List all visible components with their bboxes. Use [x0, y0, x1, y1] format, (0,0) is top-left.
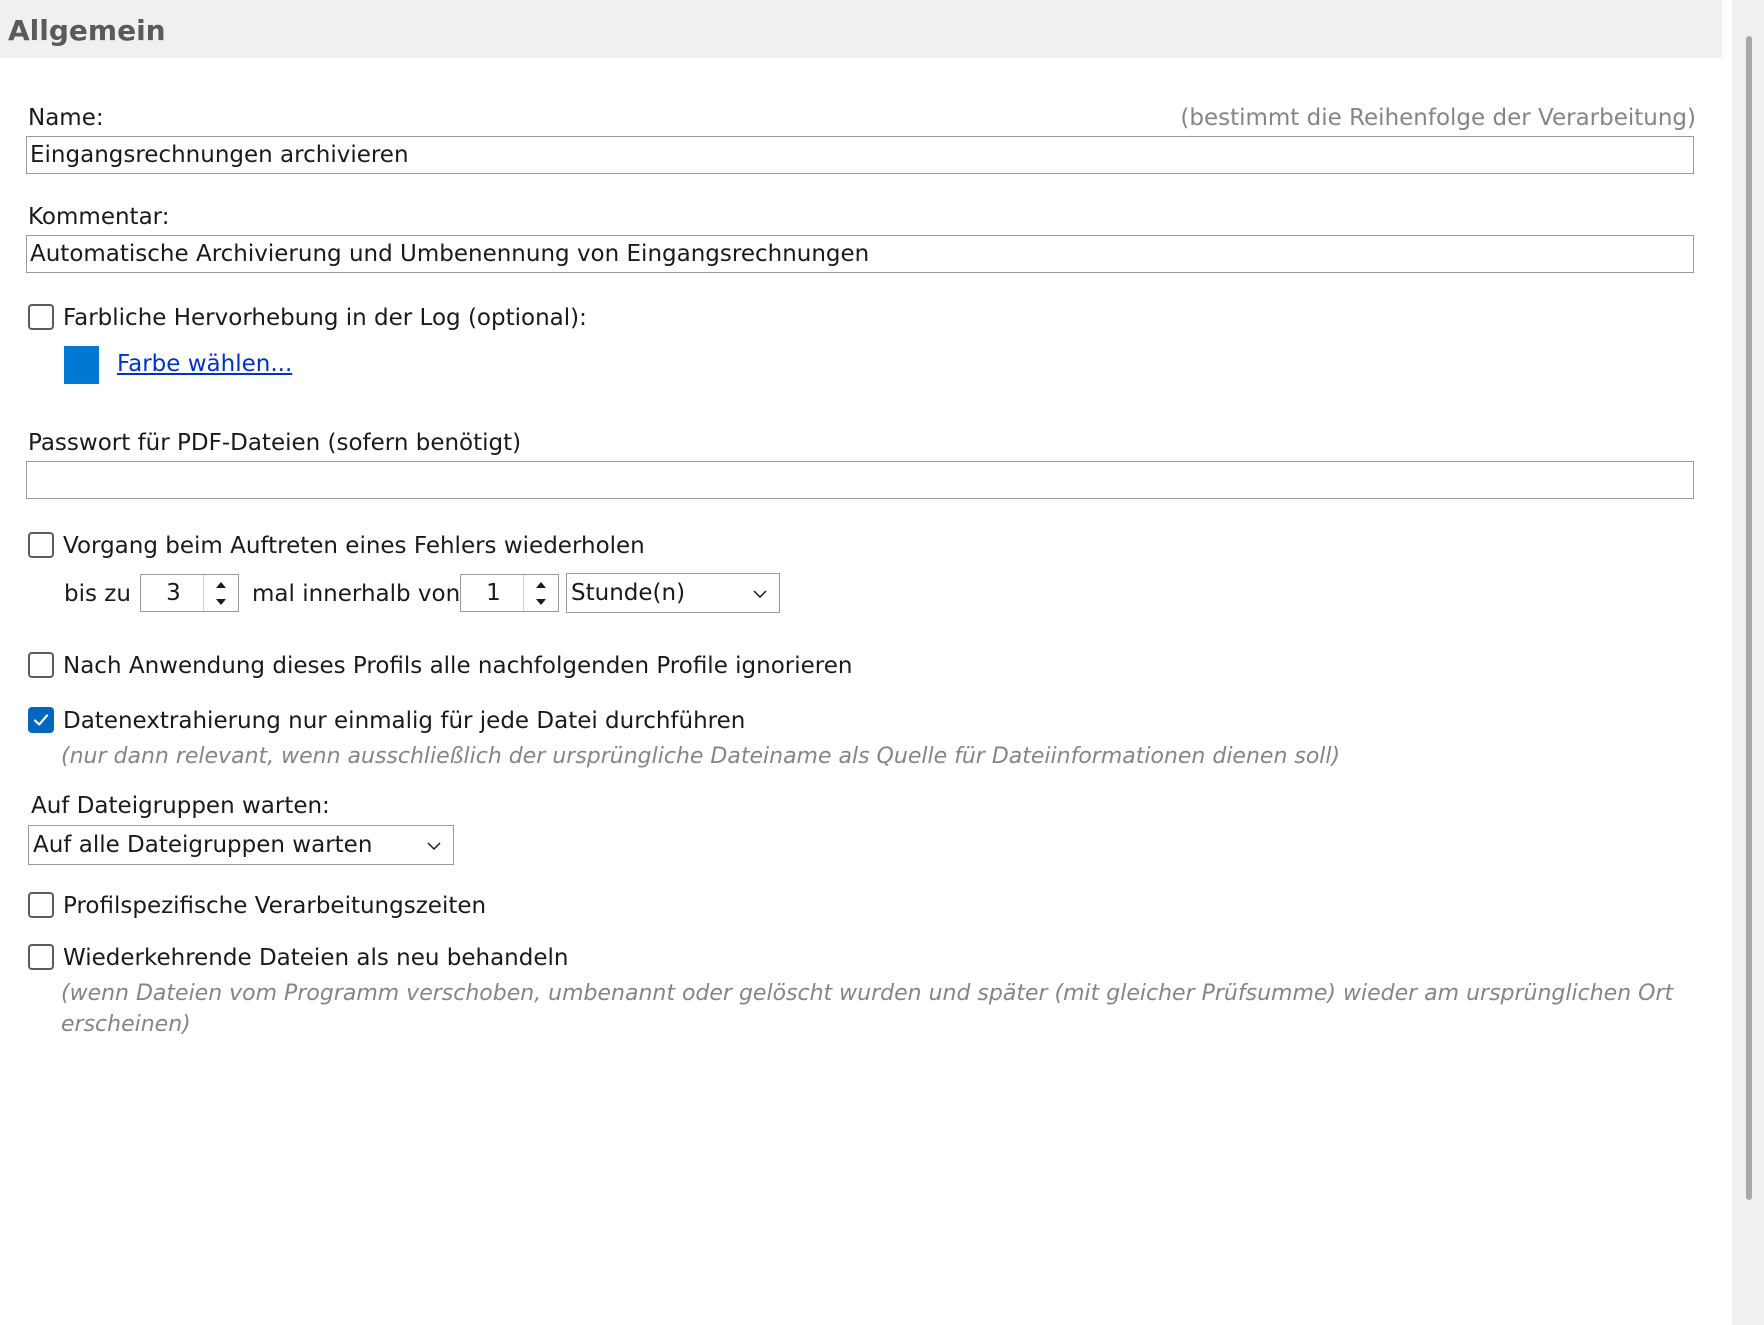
arrow-up-icon[interactable]	[204, 576, 238, 594]
retry-count-stepper[interactable]	[140, 574, 239, 612]
retry-interval-value[interactable]: 1	[486, 580, 501, 606]
ignore-profiles-checkbox[interactable]	[28, 652, 54, 678]
retry-count-buttons	[203, 575, 238, 611]
retry-unit-dropdown[interactable]	[566, 573, 780, 613]
comment-label: Kommentar:	[28, 204, 170, 230]
highlight-label: Farbliche Hervorhebung in der Log (optional):	[63, 305, 587, 331]
name-label: Name:	[28, 105, 104, 131]
comment-input[interactable]: Automatische Archivierung und Umbenennung von Eingangsrechnungen	[26, 235, 1694, 273]
extract-once-checkbox[interactable]	[28, 707, 54, 733]
retry-interval-buttons	[523, 575, 558, 611]
retry-prefix-label: bis zu	[64, 581, 131, 607]
profile-times-checkbox[interactable]	[28, 892, 54, 918]
profile-times-label: Profilspezifische Verarbeitungszeiten	[63, 893, 487, 919]
choose-color-link[interactable]: Farbe wählen...	[117, 351, 293, 377]
extract-once-label: Datenextrahierung nur einmalig für jede Datei durchführen	[63, 708, 746, 734]
retry-count-value[interactable]: 3	[166, 580, 181, 606]
file-groups-value: Auf alle Dateigruppen warten	[33, 832, 373, 858]
name-input[interactable]: Eingangsrechnungen archivieren	[26, 136, 1694, 174]
file-groups-label: Auf Dateigruppen warten:	[31, 793, 330, 819]
name-hint: (bestimmt die Reihenfolge der Verarbeitung)	[1180, 105, 1696, 131]
ignore-profiles-label: Nach Anwendung dieses Profils alle nachfolgenden Profile ignorieren	[63, 653, 853, 679]
section-title: Allgemein	[8, 14, 166, 47]
recurring-files-note-line1: (wenn Dateien vom Programm verschoben, umbenannt oder gelöscht wurden und später (mit gleicher Prüfsumme) wieder am ursprünglichen Ort	[61, 981, 1674, 1006]
arrow-up-icon[interactable]	[524, 576, 558, 594]
color-swatch[interactable]	[64, 346, 99, 384]
checkmark-icon	[30, 709, 52, 731]
retry-label: Vorgang beim Auftreten eines Fehlers wiederholen	[63, 533, 645, 559]
recurring-files-checkbox[interactable]	[28, 944, 54, 970]
extract-once-note: (nur dann relevant, wenn ausschließlich der ursprüngliche Dateiname als Quelle für Dateiinformationen dienen soll)	[61, 744, 1341, 769]
file-groups-dropdown[interactable]	[28, 825, 454, 865]
retry-unit-value: Stunde(n)	[571, 580, 686, 606]
recurring-files-label: Wiederkehrende Dateien als neu behandeln	[63, 945, 569, 971]
pdf-password-label: Passwort für PDF-Dateien (sofern benötigt)	[28, 430, 522, 456]
chevron-down-icon	[425, 837, 443, 855]
scrollbar-thumb[interactable]	[1746, 36, 1752, 1200]
retry-middle-label: mal innerhalb von	[252, 581, 461, 607]
retry-checkbox[interactable]	[28, 532, 54, 558]
pdf-password-input[interactable]	[26, 461, 1694, 499]
arrow-down-icon[interactable]	[204, 593, 238, 611]
section-header	[0, 0, 1722, 58]
recurring-files-note-line2: erscheinen)	[61, 1012, 191, 1037]
arrow-down-icon[interactable]	[524, 593, 558, 611]
chevron-down-icon	[751, 585, 769, 603]
retry-interval-stepper[interactable]	[460, 574, 559, 612]
highlight-checkbox[interactable]	[28, 304, 54, 330]
